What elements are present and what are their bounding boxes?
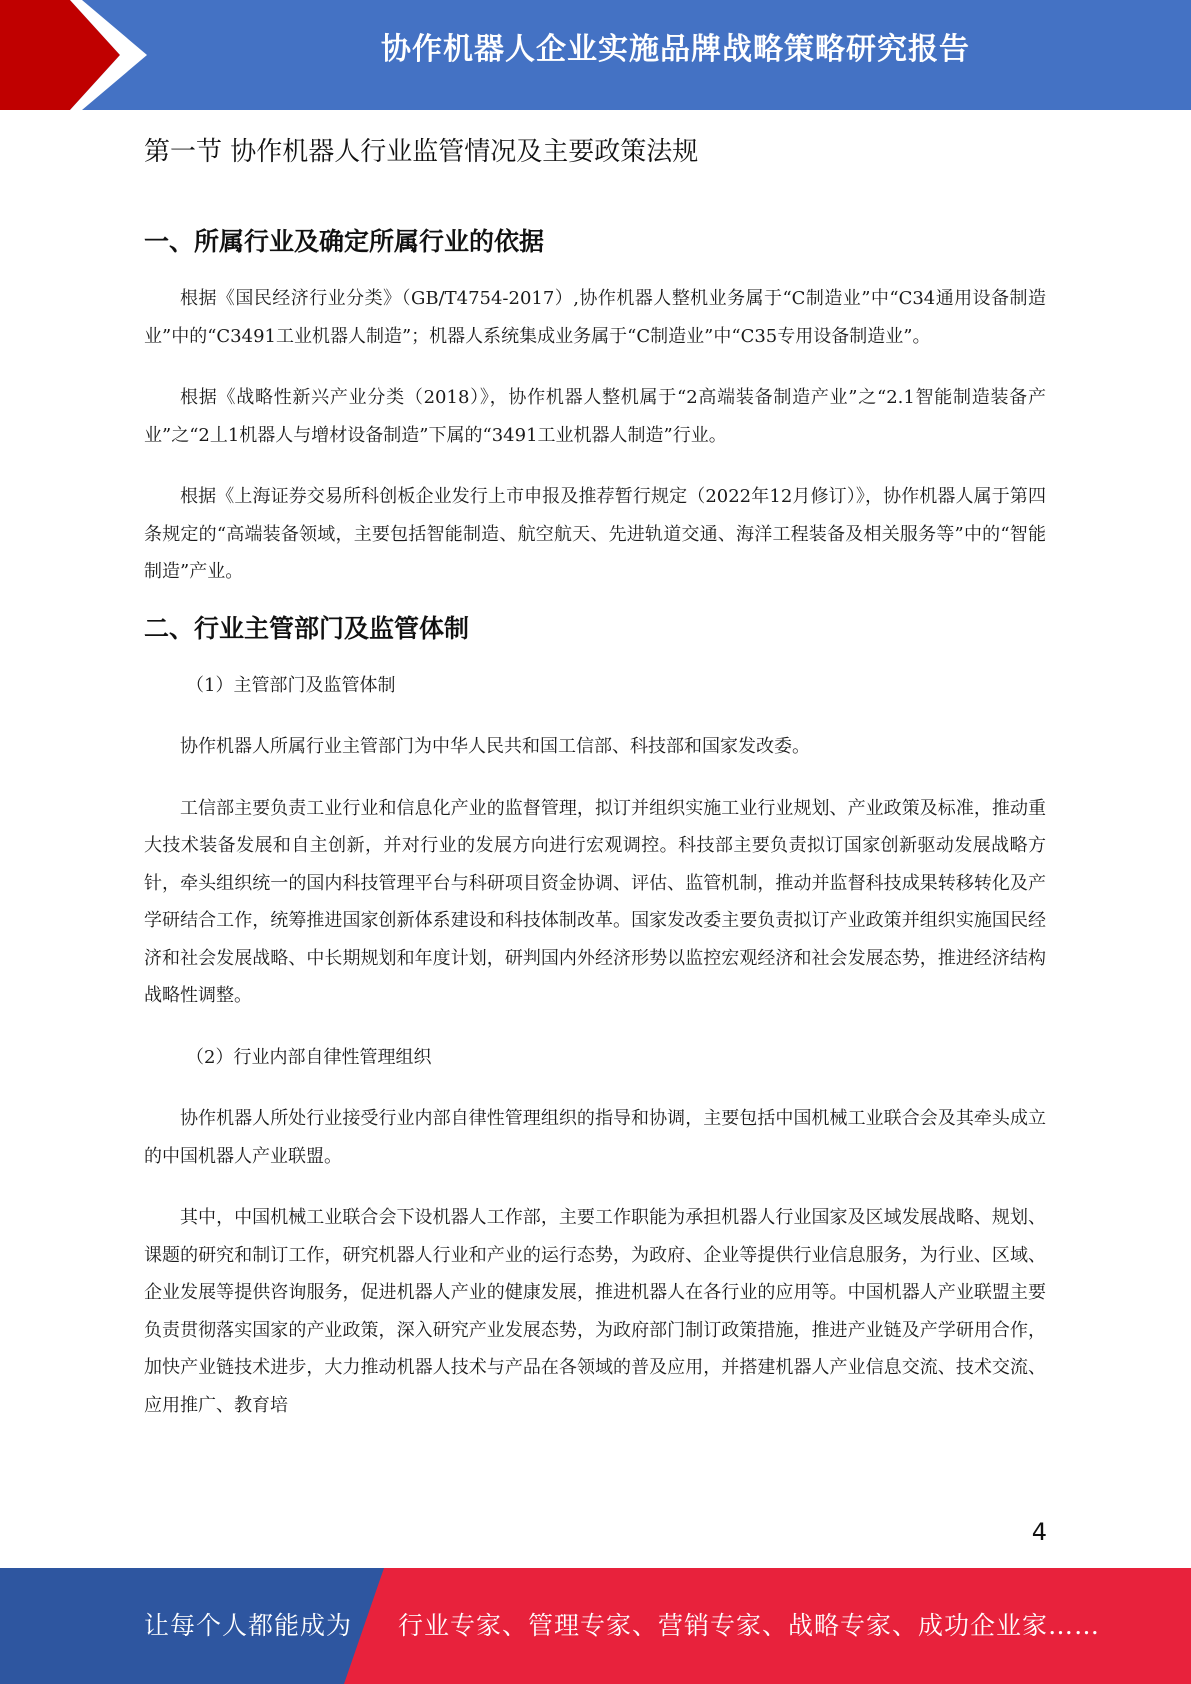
heading-industry-classification: 一、所属行业及确定所属行业的依据 [144,227,545,256]
paragraph: 其中，中国机械工业联合会下设机器人工作部，主要工作职能为承担机器人行业国家及区域发展战略、规划、课题的研究和制订工作，研究机器人行业和产业的运行态势，为政府、企业等提供行业信息服务，为行业、区域、企业发展等提供咨询服务，促进机器人产业的健康发展，推进机器人在各行业的应用等。中国机器人产业联盟主要负责贯彻落实国家的产业政策，深入研究产业发展态势，为政府部门制订政策措施，推进产业链及产学研用合作，加快产业链技术进步，大力推动机器人技术与产品在各领域的普及应用，并搭建机器人产业信息交流、技术交流、应用推广、教育培 [144,1207,1046,1416]
heading-regulatory-system: 二、行业主管部门及监管体制 [144,613,470,643]
document-body [144,126,1046,1424]
subheading-authorities: （1）主管部门及监管体制 [186,674,396,696]
paragraph: 协作机器人所处行业接受行业内部自律性管理组织的指导和协调，主要包括中国机械工业联合会及其牵头成立的中国机器人产业联盟。 [144,1108,1046,1167]
header-arrow-decoration [0,0,160,110]
section-title: 第一节 协作机器人行业监管情况及主要政策法规 [144,137,699,167]
paragraph: 协作机器人所属行业主管部门为中华人民共和国工信部、科技部和国家发改委。 [180,736,810,757]
footer-slogan-left: 让每个人都能成为 [144,1611,353,1640]
paragraph: 根据《战略性新兴产业分类（2018）》，协作机器人整机属于“2高端装备制造产业”之“2.1智能制造装备产业”之“2丄1机器人与增材设备制造”下属的“3491工业机器人制造”行业。 [144,387,1046,446]
paragraph: 工信部主要负责工业行业和信息化产业的监督管理，拟订并组织实施工业行业规划、产业政策及标准，推动重大技术装备发展和自主创新，并对行业的发展方向进行宏观调控。科技部主要负责拟订国家创新驱动发展战略方针，牵头组织统一的国内科技管理平台与科研项目资金协调、评估、监管机制，推动并监督科技成果转移转化及产学研结合工作，统筹推进国家创新体系建设和科技体制改革。国家发改委主要负责拟订产业政策并组织实施国民经济和社会发展战略、中长期规划和年度计划，研判国内外经济形势以监控宏观经济和社会发展态势，推进经济结构战略性调整。 [144,797,1046,1006]
subheading-self-regulatory-orgs: （2）行业内部自律性管理组织 [186,1046,432,1068]
paragraph: 根据《国民经济行业分类》（GB/T4754-2017）,协作机器人整机业务属于“C制造业”中“C34通用设备制造业”中的“C3491工业机器人制造”；机器人系统集成业务属于“C制造业”中“C35专用设备制造业”。 [144,288,1046,347]
page-number: 4 [1031,1518,1047,1546]
header-banner [0,0,1191,110]
paragraph: 根据《上海证券交易所科创板企业发行上市申报及推荐暂行规定（2022年12月修订）》，协作机器人属于第四条规定的“高端装备领域，主要包括智能制造、航空航天、先进轨道交通、海洋工程装备及相关服务等”中的“智能制造”产业。 [144,486,1046,582]
footer-banner [0,1568,1191,1684]
report-title: 协作机器人企业实施品牌战略策略研究报告 [381,32,970,67]
footer-slogan-right: 行业专家、管理专家、营销专家、战略专家、成功企业家…… [398,1611,1101,1640]
